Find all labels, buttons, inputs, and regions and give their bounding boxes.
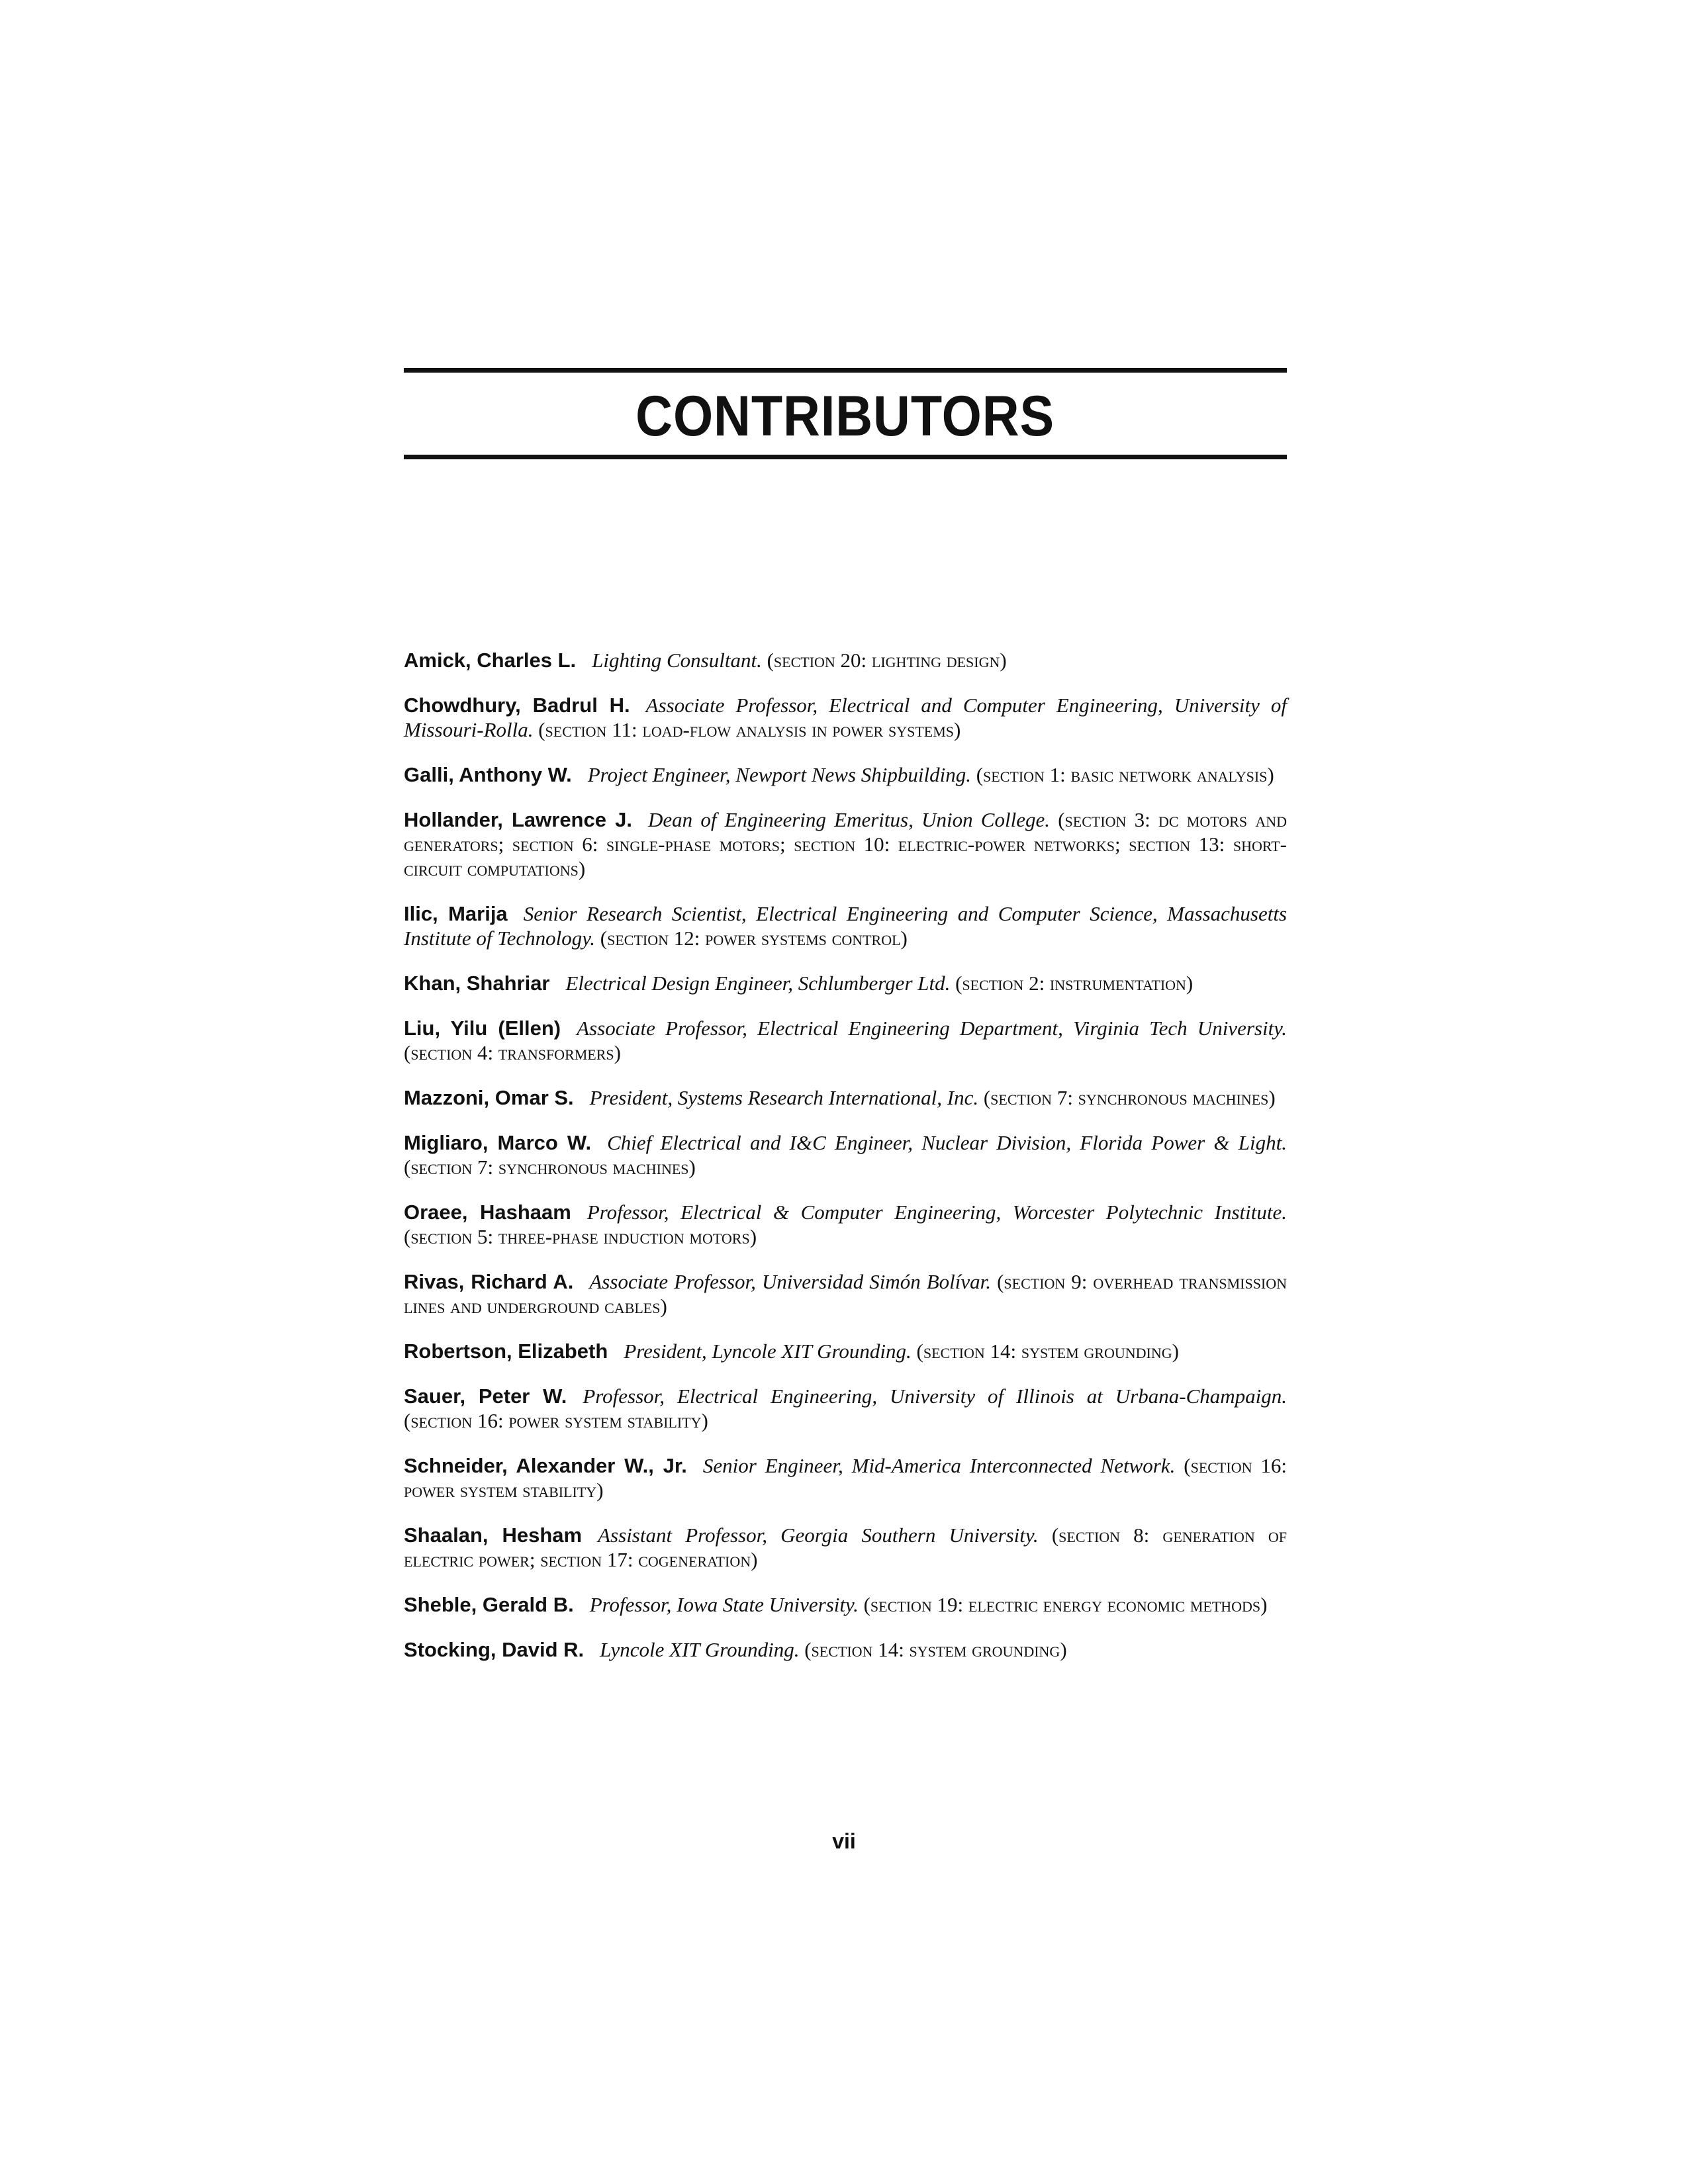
contributor-name: Sauer, Peter W. — [404, 1385, 567, 1408]
contributor-affiliation: Chief Electrical and I&C Engineer, Nuclear Division, Florida Power & Light. — [607, 1131, 1287, 1154]
contributor-section: (section 14: system grounding) — [804, 1638, 1067, 1661]
contributor-entry — [404, 1130, 1287, 1179]
contributor-entry — [404, 807, 1287, 881]
contributor-affiliation: Lyncole XIT Grounding. — [600, 1638, 800, 1661]
contributor-name: Migliaro, Marco W. — [404, 1131, 592, 1154]
contributor-name: Robertson, Elizabeth — [404, 1340, 608, 1363]
contributor-name: Shaalan, Hesham — [404, 1524, 583, 1547]
contributor-section: (section 16: power system stability) — [404, 1454, 1288, 1502]
contributor-name: Chowdhury, Badrul H. — [404, 694, 630, 717]
contributor-name: Amick, Charles L. — [404, 649, 577, 672]
contributor-affiliation: Assistant Professor, Georgia Southern University. — [598, 1524, 1039, 1547]
contributor-entry — [404, 1269, 1287, 1318]
contributor-affiliation: Associate Professor, Electrical and Computer Engineering, University of Missouri-Rolla. — [404, 694, 1287, 741]
contributor-entry — [404, 1200, 1287, 1249]
contributor-section: (section 3: dc motors and generators; section 6: single-phase motors; section 10: electric-power networks; section 13: short-circuit computations) — [404, 808, 1287, 880]
contributor-name: Schneider, Alexander W., Jr. — [404, 1454, 687, 1477]
contributor-affiliation: Professor, Electrical Engineering, University of Illinois at Urbana-Champaign. — [583, 1385, 1287, 1408]
contributor-affiliation: Senior Research Scientist, Electrical Engineering and Computer Science, Massachusetts Institute of Technology. — [404, 902, 1288, 950]
contributor-name: Stocking, David R. — [404, 1638, 585, 1661]
contributor-name: Rivas, Richard A. — [404, 1270, 574, 1293]
contributor-affiliation: Project Engineer, Newport News Shipbuilding. — [587, 763, 971, 786]
page-number: vii — [832, 1829, 856, 1853]
contributor-section: (section 14: system grounding) — [916, 1340, 1179, 1363]
contributor-entry — [404, 648, 1287, 672]
contributor-entry — [404, 693, 1287, 742]
contributor-section: (section 2: instrumentation) — [955, 972, 1194, 995]
contributor-entry — [404, 1637, 1287, 1662]
contributor-section: (section 4: transformers) — [404, 1041, 621, 1064]
contributor-affiliation: Professor, Iowa State University. — [589, 1593, 859, 1616]
contributor-affiliation: President, Lyncole XIT Grounding. — [624, 1340, 912, 1363]
contributor-affiliation: Professor, Electrical & Computer Engineering, Worcester Polytechnic Institute. — [586, 1201, 1287, 1224]
contributor-entry — [404, 1085, 1287, 1110]
contributor-section: (section 11: load-flow analysis in power systems) — [538, 718, 961, 741]
contributor-affiliation: Electrical Design Engineer, Schlumberger Ltd. — [565, 972, 951, 995]
contributor-affiliation: Associate Professor, Electrical Engineering Department, Virginia Tech University. — [577, 1017, 1287, 1040]
contributor-affiliation: Associate Professor, Universidad Simón Bolívar. — [589, 1270, 992, 1293]
contributor-entry — [404, 1339, 1287, 1363]
contributor-section: (section 19: electric energy economic methods) — [863, 1593, 1268, 1616]
contributor-entry — [404, 1523, 1287, 1572]
contributor-section: (section 5: three-phase induction motors) — [404, 1225, 757, 1248]
contributor-affiliation: President, Systems Research International, Inc. — [589, 1086, 979, 1109]
contributor-name: Liu, Yilu (Ellen) — [404, 1017, 561, 1040]
contributor-affiliation: Lighting Consultant. — [592, 649, 762, 672]
contributor-entry — [404, 1384, 1287, 1433]
contributor-entry — [404, 971, 1287, 995]
contributor-name: Khan, Shahriar — [404, 972, 550, 995]
contributor-affiliation: Senior Engineer, Mid-America Interconnected Network. — [702, 1454, 1176, 1477]
contributor-section: (section 20: lighting design) — [767, 649, 1007, 672]
contributor-entry — [404, 1016, 1287, 1065]
contributor-entry — [404, 1592, 1287, 1617]
contributor-section: (section 8: generation of electric power; section 17: cogeneration) — [404, 1524, 1288, 1571]
contributor-name: Mazzoni, Omar S. — [404, 1086, 574, 1109]
contributor-name: Sheble, Gerald B. — [404, 1593, 574, 1616]
contributor-entry — [404, 901, 1287, 950]
contributor-name: Oraee, Hashaam — [404, 1201, 571, 1224]
contributor-section: (section 7: synchronous machines) — [983, 1086, 1276, 1109]
page-title: CONTRIBUTORS — [635, 385, 1055, 448]
contributor-name: Galli, Anthony W. — [404, 763, 572, 786]
contributor-entry — [404, 1453, 1287, 1502]
contributor-list — [404, 627, 1287, 1675]
contributor-affiliation: Dean of Engineering Emeritus, Union College. — [647, 808, 1050, 831]
contributor-section: (section 12: power systems control) — [600, 927, 908, 950]
contributor-name: Hollander, Lawrence J. — [404, 808, 632, 831]
contributor-section: (section 16: power system stability) — [404, 1409, 708, 1432]
contributor-section: (section 1: basic network analysis) — [976, 763, 1274, 786]
contributor-section: (section 7: synchronous machines) — [404, 1156, 696, 1179]
contributor-section: (section 9: overhead transmission lines and underground cables) — [404, 1270, 1288, 1318]
contributor-entry — [404, 762, 1287, 787]
title-banner — [404, 368, 1287, 459]
contributor-name: Ilic, Marija — [404, 902, 508, 925]
